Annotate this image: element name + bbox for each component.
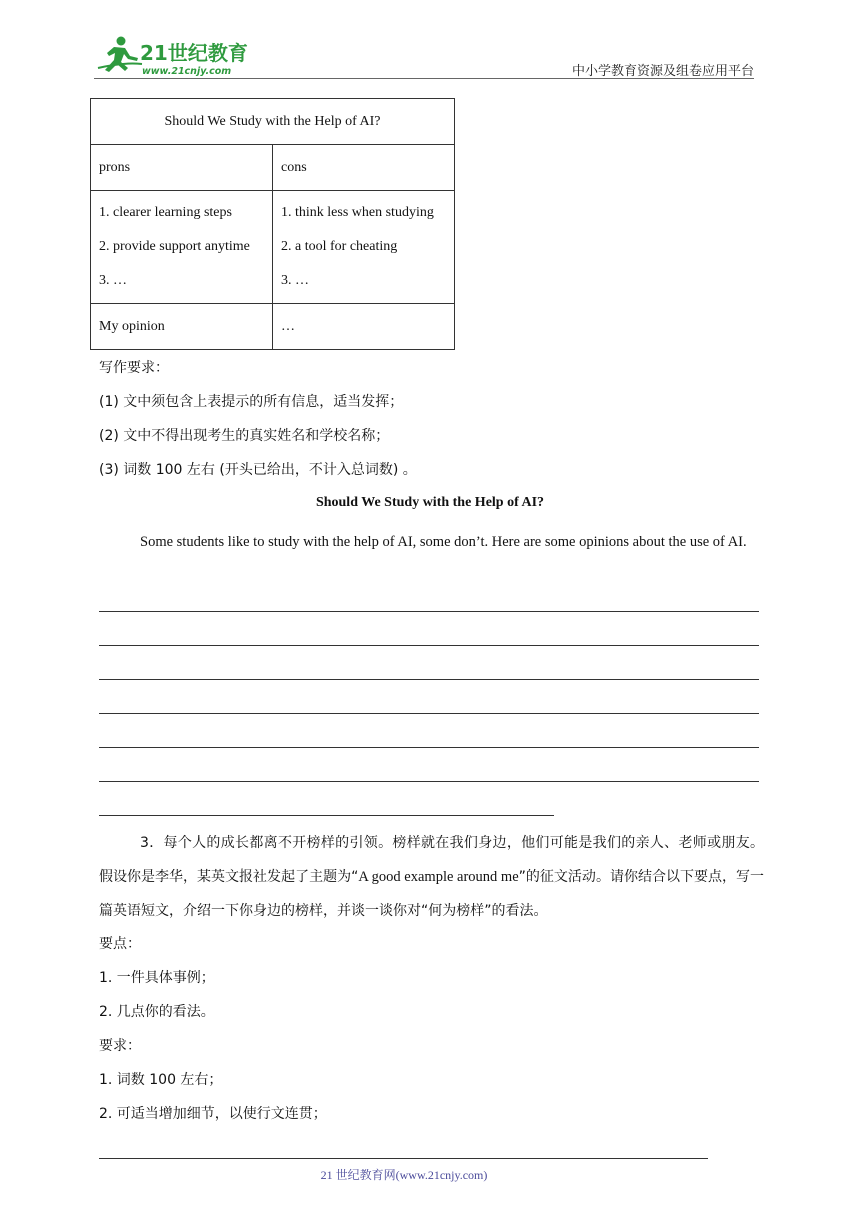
list-item: 1. clearer learning steps: [99, 205, 232, 220]
footer-site-link[interactable]: 21 世纪教育网(www.21cnjy.com): [320, 1168, 488, 1182]
question-3-text-a: 3．每个人的成长都离不开榜样的引领。榜样就在我们身边，他们可能是我们的亲人、老师或朋友。假设你是李华，某英文报社发起了主题为“: [99, 835, 764, 885]
requirement-item: (3) 词数 100 左右 (开头已给出，不计入总词数) 。: [99, 462, 417, 478]
req-item: 1. 词数 100 左右；: [99, 1072, 223, 1088]
table-header-cons: cons: [273, 145, 455, 191]
header-divider: [94, 78, 754, 79]
pros-cons-table: [90, 98, 455, 350]
answer-line[interactable]: [99, 815, 554, 816]
points-heading: 要点：: [99, 936, 141, 952]
answer-line[interactable]: [99, 713, 759, 714]
point-item: 1. 一件具体事例；: [99, 970, 215, 986]
req-item: 2. 可适当增加细节，以使行文连贯；: [99, 1106, 327, 1122]
site-logo: [94, 34, 264, 78]
footer-divider: [99, 1158, 708, 1159]
table-header-pros: prons: [91, 145, 273, 191]
logo-runner-icon: [94, 34, 264, 78]
essay-intro: Some students like to study with the help of AI, some don’t. Here are some opinions about the use of AI.: [140, 534, 747, 550]
pros-list: [91, 191, 273, 304]
answer-line[interactable]: [99, 611, 759, 612]
answer-line[interactable]: [99, 747, 759, 748]
requirement-item: (1) 文中须包含上表提示的所有信息，适当发挥；: [99, 394, 404, 410]
req-heading: 要求：: [99, 1038, 141, 1054]
requirement-item: (2) 文中不得出现考生的真实姓名和学校名称；: [99, 428, 390, 444]
cons-list: [273, 191, 455, 304]
opinion-label: My opinion: [91, 304, 273, 350]
answer-line[interactable]: [99, 645, 759, 646]
logo-sub-text: www.21cnjy.com: [142, 66, 232, 77]
answer-line[interactable]: [99, 781, 759, 782]
logo-main-text: 21世纪教育: [140, 41, 248, 65]
list-item: 1. think less when studying: [281, 205, 434, 220]
list-item: 2. a tool for cheating: [281, 239, 398, 254]
question-3-text-b: ”的征文活动。请你结合以下要点，写一篇英语短文，介绍一下你身边的榜样，并谈一谈你对“何为榜样”的看法。: [99, 869, 764, 919]
list-item: 2. provide support anytime: [99, 239, 250, 254]
point-item: 2. 几点你的看法。: [99, 1004, 215, 1020]
opinion-value: …: [273, 304, 455, 350]
requirements-heading: 写作要求：: [99, 360, 169, 376]
header-platform-name: 中小学教育资源及组卷应用平台: [571, 64, 754, 79]
question-3-theme: A good example around me: [358, 869, 519, 885]
question-3-prompt: [99, 826, 764, 928]
list-item: 3. …: [99, 273, 127, 288]
essay-title: Should We Study with the Help of AI?: [315, 495, 545, 510]
answer-line[interactable]: [99, 679, 759, 680]
table-title: Should We Study with the Help of AI?: [91, 99, 455, 145]
list-item: 3. …: [281, 273, 309, 288]
